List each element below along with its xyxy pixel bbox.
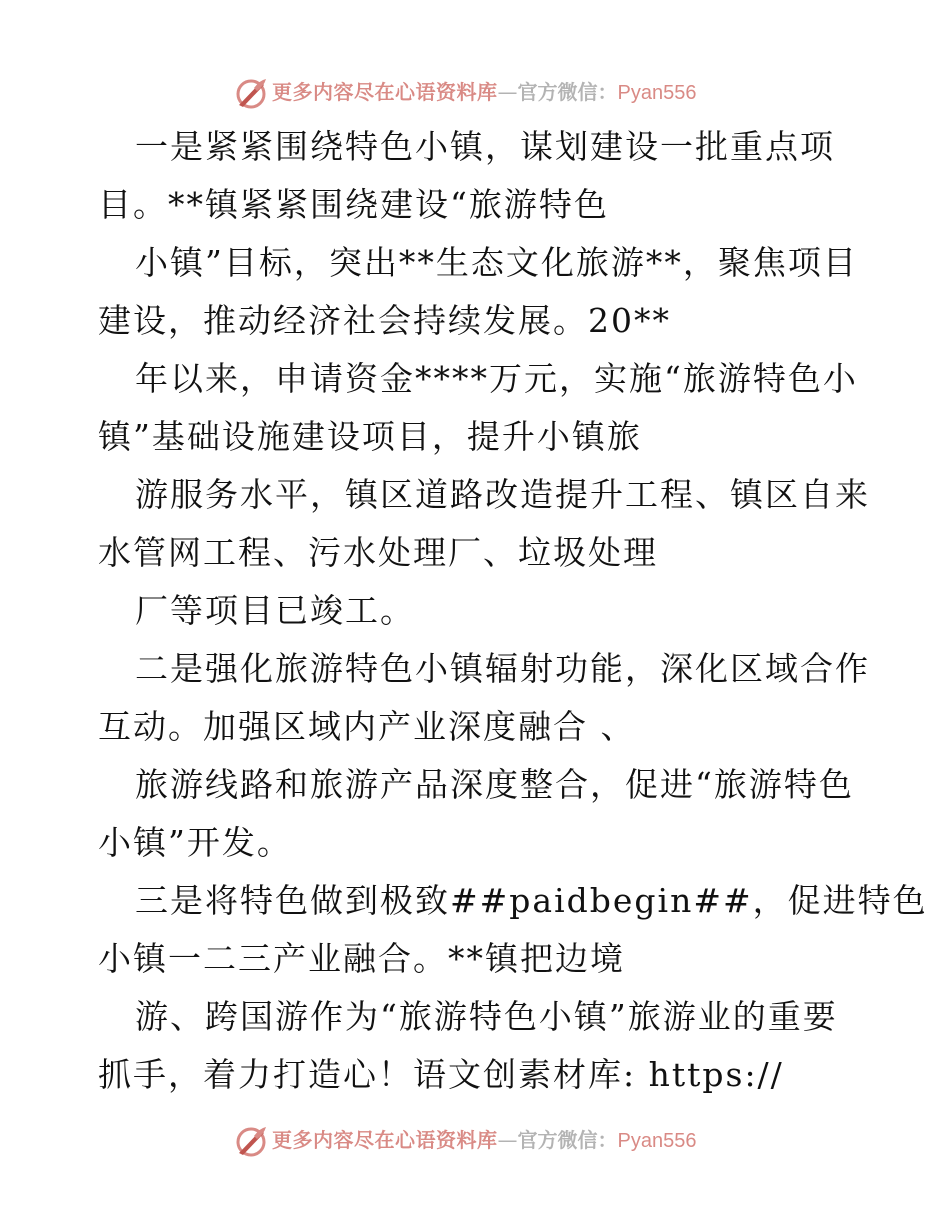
- text-line: 二是强化旅游特色小镇辐射功能，深化区域合作: [135, 649, 870, 688]
- header-watermark: [0, 72, 950, 112]
- quill-logo-icon: [234, 1124, 268, 1158]
- text-line: 镇”基础设施建设项目，提升小镇旅: [98, 417, 642, 456]
- text-line: 建设，推动经济社会持续发展。20**: [98, 301, 671, 340]
- text-line: 一是紧紧围绕特色小镇，谋划建设一批重点项: [135, 127, 835, 166]
- watermark-label: 官方微信：: [517, 1128, 618, 1152]
- watermark-brand: 更多内容尽在心语资料库: [272, 1128, 498, 1152]
- watermark-separator: —: [497, 80, 518, 104]
- footer-watermark: [0, 1120, 950, 1160]
- text-line: 水管网工程、污水处理厂、垃圾处理: [98, 533, 658, 572]
- text-line: 小镇一二三产业融合。**镇把边境: [98, 939, 625, 978]
- text-line: 三是将特色做到极致##paidbegin##，促进特色: [135, 881, 928, 920]
- watermark-separator: —: [497, 1128, 518, 1152]
- text-line: 游、跨国游作为“旅游特色小镇”旅游业的重要: [135, 997, 838, 1036]
- text-line: 厂等项目已竣工。: [135, 591, 415, 630]
- watermark-label: 官方微信：: [517, 80, 618, 104]
- quill-logo-icon: [234, 76, 268, 110]
- text-line: 游服务水平，镇区道路改造提升工程、镇区自来: [135, 475, 870, 514]
- watermark-brand: 更多内容尽在心语资料库: [272, 80, 498, 104]
- text-line: 年以来，申请资金****万元，实施“旅游特色小: [135, 359, 858, 398]
- text-line: 小镇”目标，突出**生态文化旅游**，聚焦项目: [135, 243, 858, 282]
- watermark-wechat-id: Pyan556: [617, 1130, 697, 1152]
- text-line: 抓手，着力打造心！语文创素材库: https://: [98, 1055, 784, 1094]
- text-line: 互动。加强区域内产业深度融合 、: [98, 707, 636, 746]
- text-line: 小镇”开发。: [98, 823, 292, 862]
- watermark-wechat-id: Pyan556: [617, 82, 697, 104]
- text-line: 旅游线路和旅游产品深度整合，促进“旅游特色: [135, 765, 854, 804]
- text-line: 目。**镇紧紧围绕建设“旅游特色: [98, 185, 609, 224]
